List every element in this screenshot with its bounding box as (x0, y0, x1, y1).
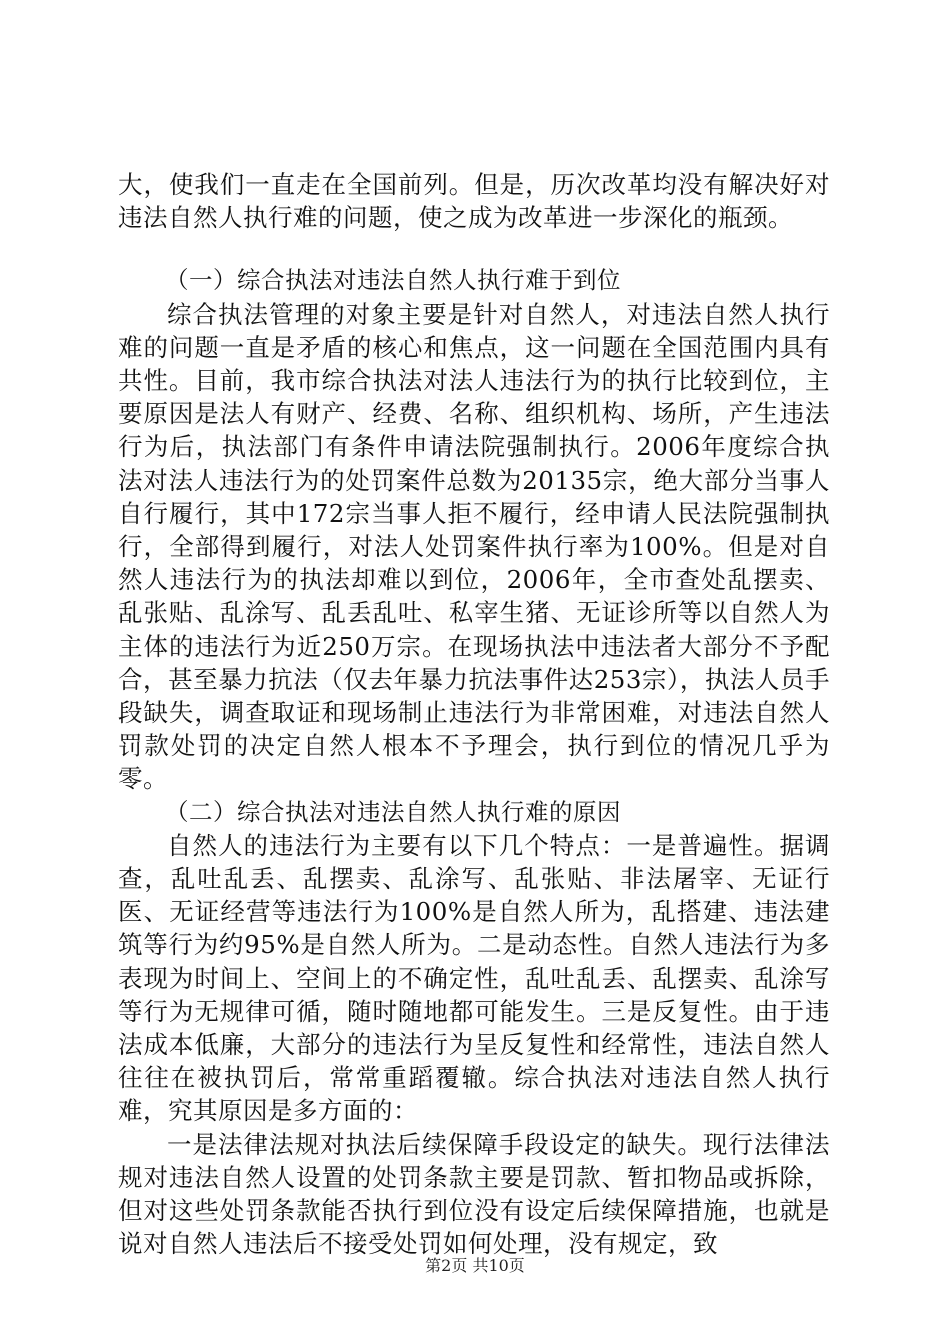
paragraph-intro: 大，使我们一直走在全国前列。但是，历次改革均没有解决好对违法自然人执行难的问题，使之成为改革进一步深化的瓶颈。 (118, 170, 830, 233)
paragraph-2: 自然人的违法行为主要有以下几个特点：一是普遍性。据调查，乱吐乱丢、乱摆卖、乱涂写、乱张贴、非法屠宰、无证行医、无证经营等违法行为100%是自然人所为，乱搭建、违法建筑等行为约95%是自然人所为。二是动态性。自然人违法行为多表现为时间上、空间上的不确定性，乱吐乱丢、乱摆卖、乱涂写等行为无规律可循，随时随地都可能发生。三是反复性。由于违法成本低廉，大部分的违法行为呈反复性和经常性，违法自然人往往在被执罚后，常常重蹈覆辙。综合执法对违法自然人执行难，究其原因是多方面的： (118, 830, 830, 1126)
section-heading-1: （一）综合执法对违法自然人执行难于到位 (165, 266, 621, 295)
document-body (118, 168, 830, 1261)
paragraph-1: 综合执法管理的对象主要是针对自然人，对违法自然人执行难的问题一直是矛盾的核心和焦点，这一问题在全国范围内具有共性。目前，我市综合执法对法人违法行为的执行比较到位，主要原因是法人有财产、经费、名称、组织机构、场所，产生违法行为后，执法部门有条件申请法院强制执行。2006年度综合执法对法人违法行为的处罚案件总数为20135宗，绝大部分当事人自行履行，其中172宗当事人拒不履行，经申请人民法院强制执行，全部得到履行，对法人处罚案件执行率为100%。但是对自然人违法行为的执法却难以到位，2006年，全市查处乱摆卖、乱张贴、乱涂写、乱丢乱吐、私宰生猪、无证诊所等以自然人为主体的违法行为近250万宗。在现场执法中违法者大部分不予配合，甚至暴力抗法（仅去年暴力抗法事件达253宗），执法人员手段缺失，调查取证和现场制止违法行为非常困难，对违法自然人罚款处罚的决定自然人根本不予理会，执行到位的情况几乎为零。 (118, 299, 830, 794)
page-footer: 第2页 共10页 (425, 1256, 525, 1275)
paragraph-3: 一是法律法规对执法后续保障手段设定的缺失。现行法律法规对违法自然人设置的处罚条款主要是罚款、暂扣物品或拆除，但对这些处罚条款能否执行到位没有设定后续保障措施，也就是说对自然人违法后不接受处罚如何处理，没有规定，致 (118, 1129, 830, 1259)
paragraph-gap (118, 234, 830, 264)
section-heading-2: （二）综合执法对违法自然人执行难的原因 (165, 797, 621, 826)
